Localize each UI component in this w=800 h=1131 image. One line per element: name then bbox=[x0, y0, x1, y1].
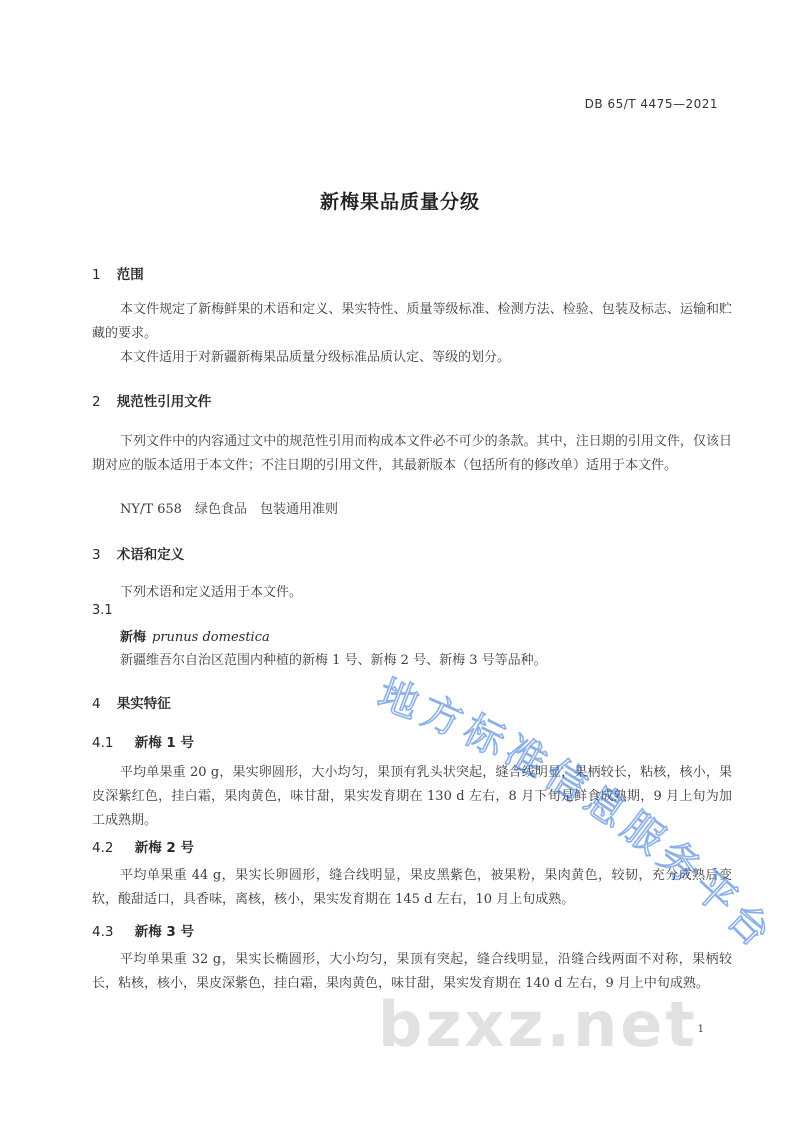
subsection-4-3-heading bbox=[92, 920, 194, 940]
subsection-4-1-paragraph: 平均单果重 20 g，果实卵圆形，大小均匀，果顶有乳头状突起，缝合线明显，果柄较长，粘核，核小，果皮深紫红色，挂白霜，果肉黄色，味甘甜，果实发育期在 130 d 左右，8 月下旬是鲜食成熟期，9 月上旬为加工成熟期。 bbox=[92, 765, 732, 828]
section-3-title: 术语和定义 bbox=[116, 547, 185, 563]
subsection-4-2-paragraph: 平均单果重 44 g，果实长卵圆形，缝合线明显，果皮黑紫色，被果粉，果肉黄色，较韧，充分成熟后变软，酸甜适口，具香味，离核，核小，果实发育期在 145 d 左右，10 月上旬成熟。 bbox=[92, 868, 732, 907]
subsection-4-3-title: 新梅 3 号 bbox=[134, 924, 194, 940]
term-entry bbox=[120, 626, 270, 645]
normative-reference: NY/T 658 绿色食品 包装通用准则 bbox=[120, 502, 338, 517]
subsection-4-1-title: 新梅 1 号 bbox=[134, 735, 194, 751]
subsection-4-1-number: 4.1 bbox=[92, 735, 114, 751]
section-4-number: 4 bbox=[92, 696, 101, 712]
subsection-4-3-number: 4.3 bbox=[92, 924, 114, 940]
section-2-title: 规范性引用文件 bbox=[116, 394, 212, 410]
section-1-paragraph-1: 本文件规定了新梅鲜果的术语和定义、果实特性、质量等级标准、检测方法、检验、包装及标志、运输和贮藏的要求。 bbox=[92, 302, 732, 341]
section-3-heading bbox=[92, 543, 184, 563]
section-3-number: 3 bbox=[92, 547, 101, 563]
watermark-arc-textpath: 地方标准信息服务平台 bbox=[371, 671, 783, 960]
section-2-number: 2 bbox=[92, 394, 101, 410]
section-1-heading bbox=[92, 263, 144, 283]
subsection-4-2-heading bbox=[92, 836, 194, 856]
term-number: 3.1 bbox=[92, 603, 113, 618]
section-4-title: 果实特征 bbox=[116, 696, 171, 712]
subsection-4-1-heading bbox=[92, 731, 194, 751]
section-1-number: 1 bbox=[92, 267, 101, 283]
section-2-heading bbox=[92, 390, 211, 410]
document-title: 新梅果品质量分级 bbox=[319, 191, 480, 213]
section-1-title: 范围 bbox=[116, 267, 144, 283]
page-number: 1 bbox=[697, 1024, 704, 1035]
section-3-paragraph-1: 下列术语和定义适用于本文件。 bbox=[120, 585, 303, 600]
term-name: 新梅 bbox=[120, 630, 147, 645]
subsection-4-2-number: 4.2 bbox=[92, 840, 114, 856]
section-4-heading bbox=[92, 692, 171, 712]
subsection-4-3-paragraph: 平均单果重 32 g，果实长椭圆形，大小均匀，果顶有突起，缝合线明显，沿缝合线两面不对称，果柄较长，粘核，核小，果皮深紫色，挂白霜，果肉黄色，味甘甜，果实发育期在 140 d 左右，9 月上中旬成熟。 bbox=[92, 952, 732, 991]
term-definition: 新疆维吾尔自治区范围内种植的新梅 1 号、新梅 2 号、新梅 3 号等品种。 bbox=[120, 653, 547, 668]
standard-code: DB 65/T 4475—2021 bbox=[584, 97, 718, 111]
subsection-4-2-title: 新梅 2 号 bbox=[134, 840, 194, 856]
section-2-paragraph-1: 下列文件中的内容通过文中的规范性引用而构成本文件必不可少的条款。其中，注日期的引用文件，仅该日期对应的版本适用于本文件；不注日期的引用文件，其最新版本（包括所有的修改单）适用于本文件。 bbox=[92, 434, 732, 473]
section-1-paragraph-2: 本文件适用于对新疆新梅果品质量分级标准品质认定、等级的划分。 bbox=[120, 350, 511, 365]
term-latin-name: prunus domestica bbox=[152, 630, 270, 645]
watermark-site: bzxz.net bbox=[378, 988, 698, 1061]
